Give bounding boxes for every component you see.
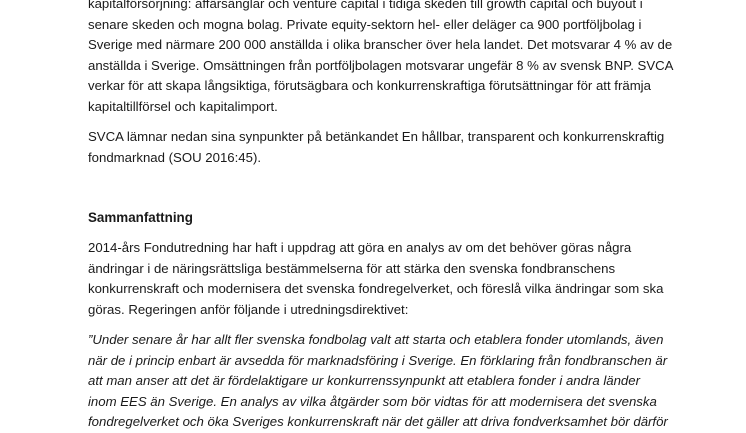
text-line: Sverige med närmare 200 000 anställda i olika branscher över hela landet. Det motsvarar 4 % av de [88, 37, 673, 52]
text-line: verkar för att skapa långsiktiga, förutsägbara och konkurrenskraftiga förutsättningar för att främja [88, 78, 651, 93]
paragraph-intro [88, 0, 674, 117]
text-line: senare skeden och mogna bolag. Private equity-sektorn hel- eller deläger ca 900 portföljbolag i [88, 16, 642, 32]
text-line: 2014-års Fondutredning har haft i uppdrag att göra en analys av om det behöver göras några [88, 240, 632, 255]
text-line: inom EES än Sverige. En analys av vilka åtgärder som bör vidtas för att modernisera det svenska [88, 393, 657, 409]
text-line: SVCA lämnar nedan sina synpunkter på betänkandet En hållbar, transparent och konkurrenskraftig [88, 129, 665, 144]
text-line: konkurrenskraft och modernisera det svenska fondregelverket, och föreslå vilka ändringar som ska [88, 281, 664, 296]
text-line: göras. Regeringen anför följande i utredningsdirektivet: [88, 301, 409, 317]
paragraph-summary [88, 238, 668, 320]
text-line: när de i princip enbart är avsedda för marknadsföring i Sverige. En förklaring från fondbranschen är [88, 352, 668, 368]
text-line: kapitaltillförsel och kapitalimport. [88, 98, 278, 114]
text-line: fondregelverket och öka Sveriges konkurrenskraft när det gäller att driva fondverksamhet bör därför [88, 414, 668, 429]
section-heading: Sammanfattning [88, 210, 193, 225]
text-line: kapitalförsörjning: affärsänglar och venture capital i tidiga skeden till growth capital och buyout i [88, 0, 643, 11]
text-line: anställda i Sverige. Omsättningen från portföljbolagen motsvarar ungefär 8 % av svensk BNP. SVCA [88, 57, 674, 73]
text-line: att man anser att det är fördelaktigare ur konkurrenssynpunkt att etablera fonder i andra länder [88, 373, 640, 388]
quote-block [88, 330, 668, 433]
text-line: fondmarknad (SOU 2016:45). [88, 149, 261, 165]
text-line: ändringar i de näringsrättsliga bestämmelserna för att stärka den svenska fondbranschens [88, 260, 616, 276]
paragraph-synpunkter [88, 127, 668, 168]
text-line: ”Under senare år har allt fler svenska fondbolag valt att starta och etablera fonder utomlands, även [88, 332, 664, 347]
document-body [88, 0, 674, 433]
